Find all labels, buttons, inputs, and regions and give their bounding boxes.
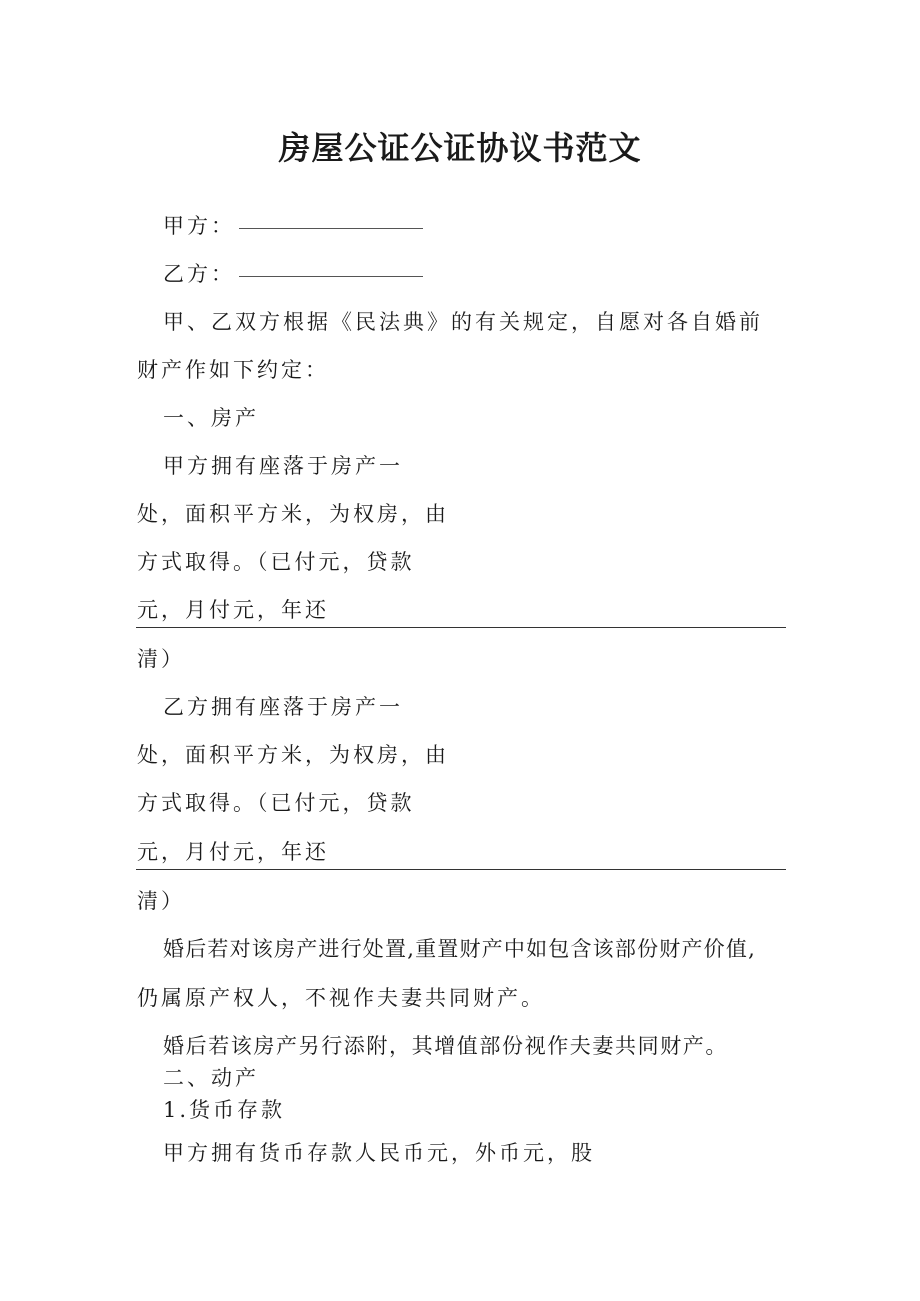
party-b-label: 乙方： [163,262,235,286]
intro-line-1: 甲、乙双方根据《民法典》的有关规定，自愿对各自婚前 [163,310,763,334]
intro-line-2: 财产作如下约定： [137,358,329,382]
party-a-blank [239,227,423,229]
disposal-line-1: 婚后若对该房产进行处置,重置财产中如包含该部份财产价值, [163,937,756,961]
party-a-house-rule [136,627,786,628]
document-title: 房屋公证公证协议书范文 [278,129,642,167]
party-b-house-line-2: 处，面积平方米，为权房，由 [137,743,449,767]
section-1-heading: 一、房产 [163,406,259,430]
party-a-deposit-line: 甲方拥有货币存款人民币元，外币元，股 [163,1141,595,1165]
party-b-house-line-4: 元，月付元，年还 [137,840,329,864]
party-b-blank [239,275,423,277]
party-b-house-line-3: 方式取得。（已付元，贷款 [137,791,415,815]
subsection-1-heading: 1.货币存款 [163,1098,286,1122]
party-b-house-line-1: 乙方拥有座落于房产一 [163,695,403,719]
party-a-house-line-1: 甲方拥有座落于房产一 [163,454,403,478]
addition-line: 婚后若该房产另行添附，其增值部份视作夫妻共同财产。 [163,1034,728,1058]
party-b-house-line-5: 清） [137,889,185,913]
party-b-line [163,259,423,289]
party-b-house-rule [136,869,786,870]
party-a-house-line-4: 元，月付元，年还 [137,598,329,622]
party-a-house-line-5: 清） [137,647,185,671]
party-a-label: 甲方： [163,214,235,238]
section-2-heading: 二、动产 [163,1066,259,1090]
party-a-line [163,211,423,241]
party-a-house-line-2: 处，面积平方米，为权房，由 [137,502,449,526]
disposal-line-2: 仍属原产权人，不视作夫妻共同财产。 [137,986,545,1010]
party-a-house-line-3: 方式取得。（已付元，贷款 [137,550,415,574]
